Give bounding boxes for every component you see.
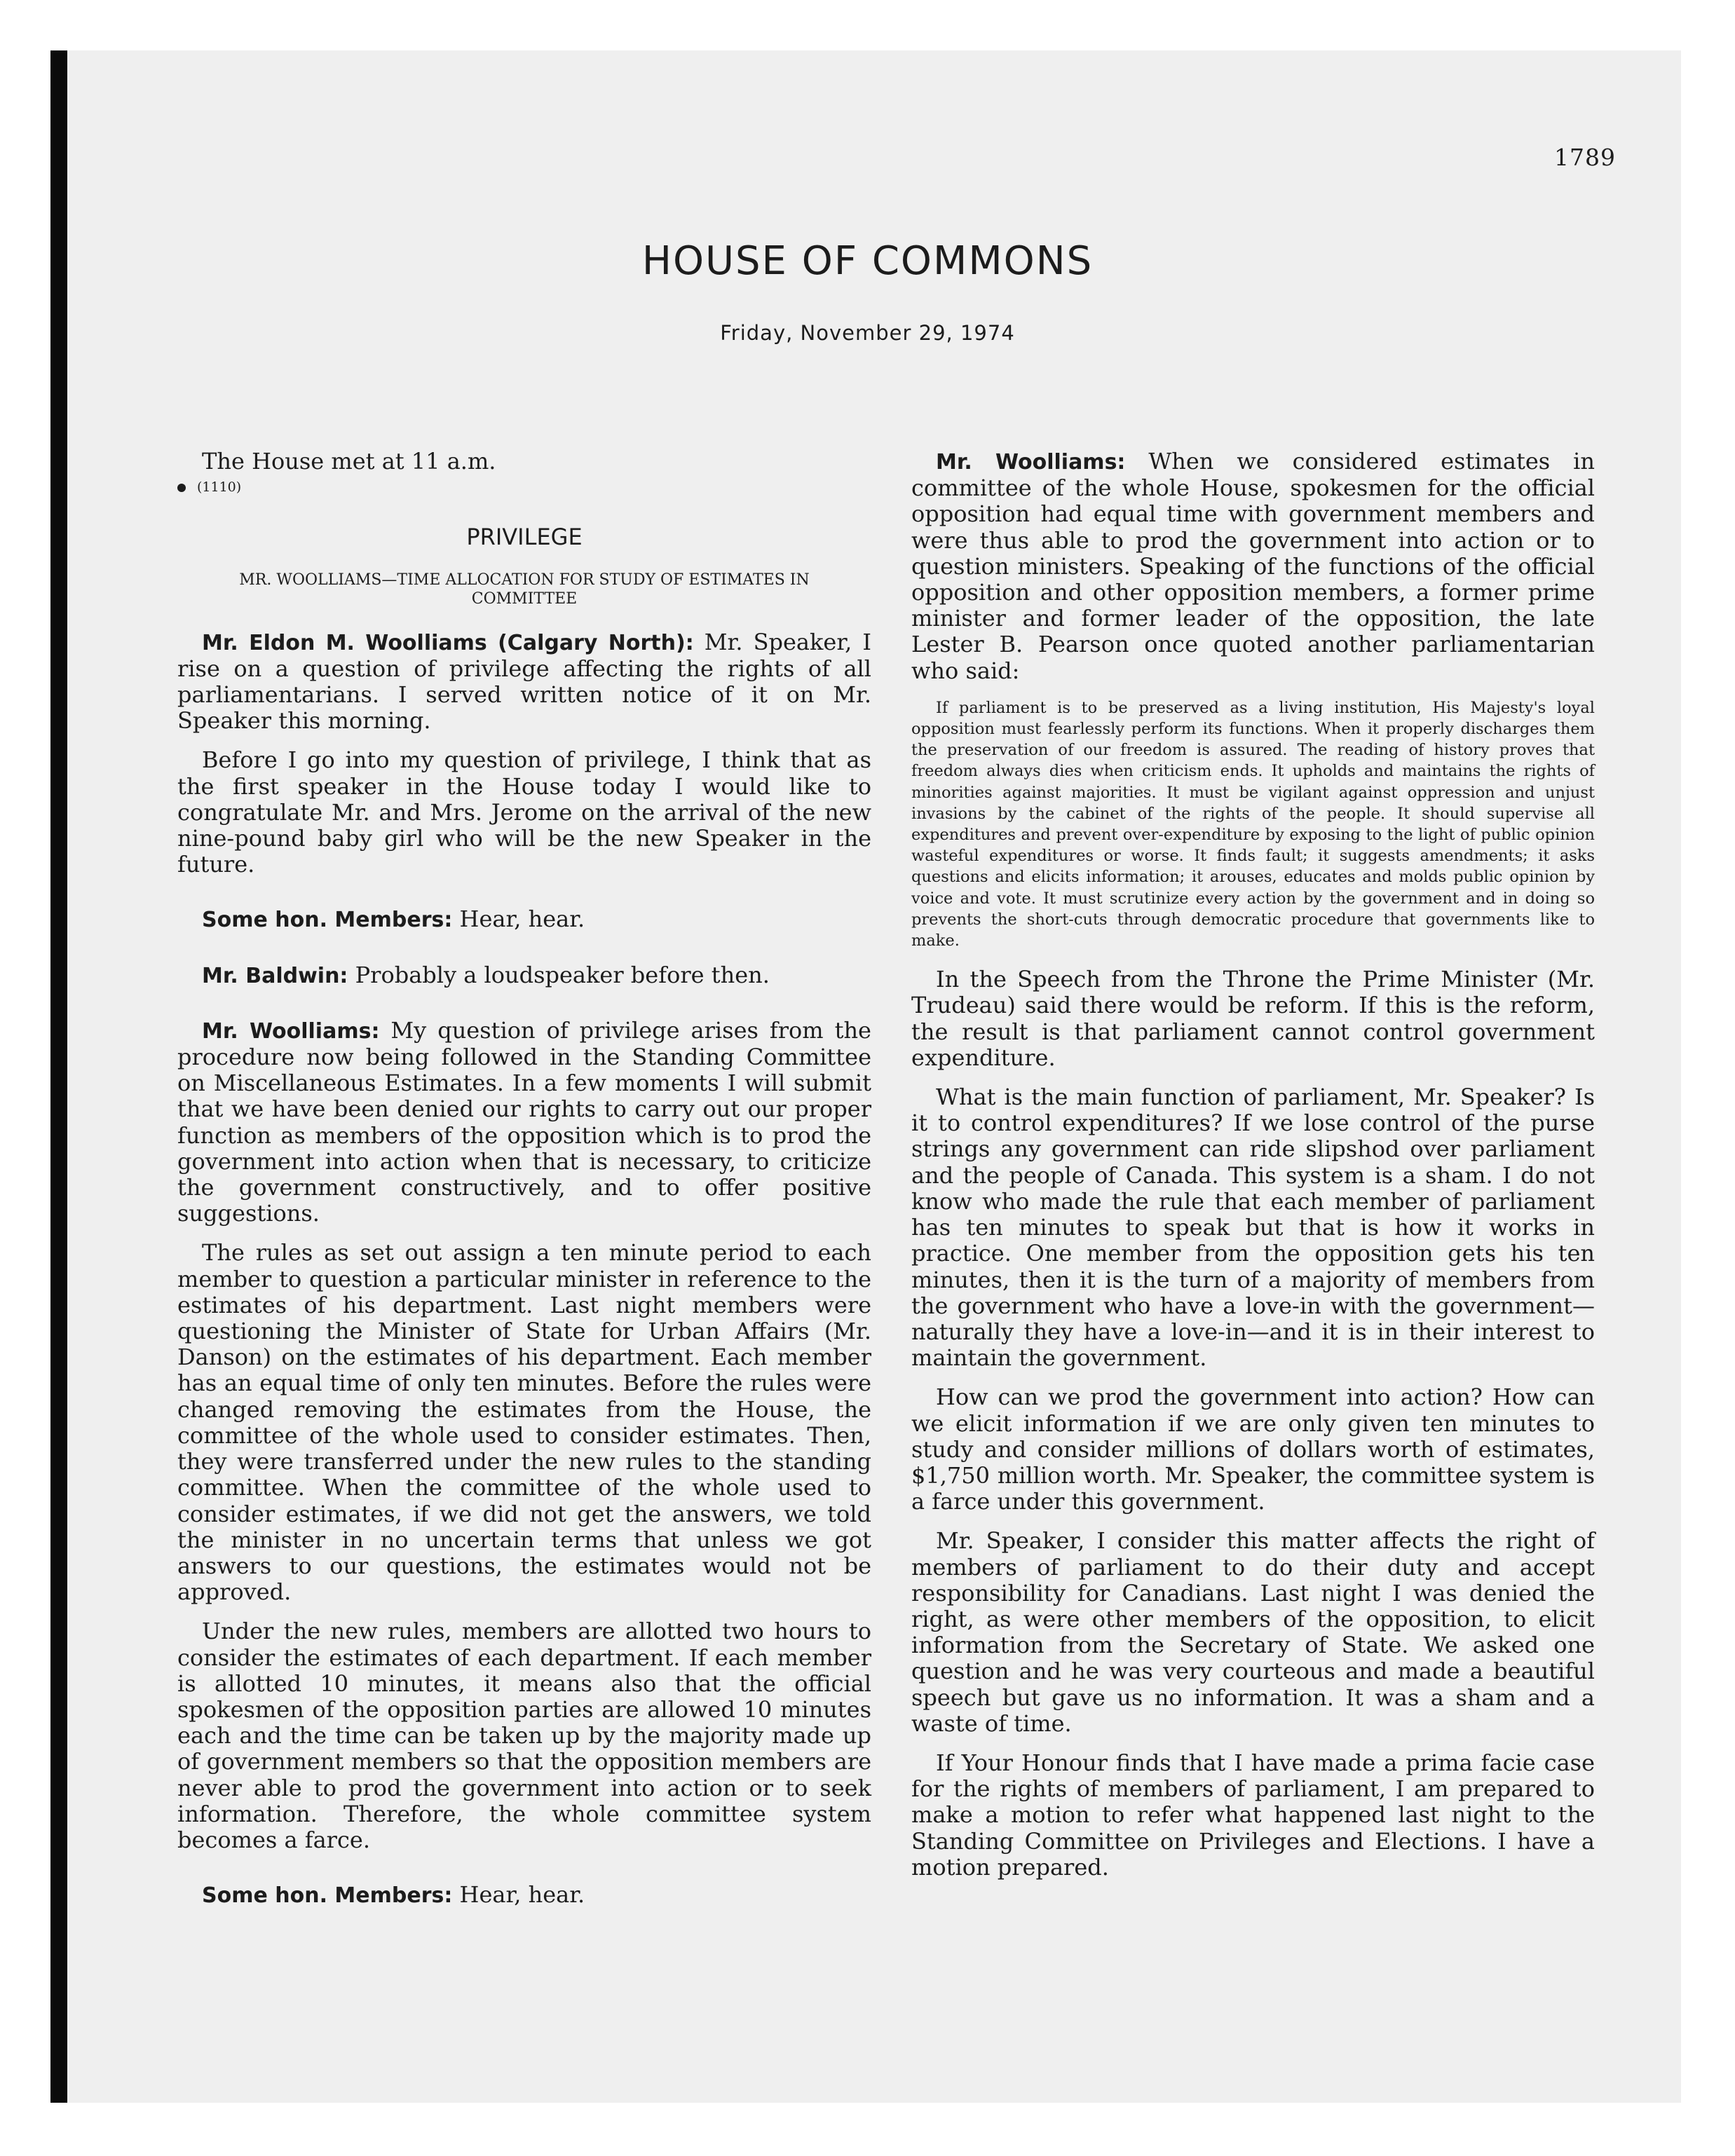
paragraph: How can we prod the government into action? How can we elicit information if we are only given ten minutes to study and consider millions of dollars worth of estimates, $1,750 million worth. Mr. Speaker, the committee system is a farce under this government. (911, 1384, 1595, 1515)
page-title: HOUSE OF COMMONS (641, 238, 1094, 284)
paragraph-text: Hear, hear. (452, 1881, 585, 1909)
paragraph-text: Hear, hear. (452, 906, 585, 933)
time-marker (177, 475, 871, 500)
spacer (177, 891, 871, 906)
paragraph-text: The rules as set out assign a ten minute period to each member to question a particular minister in reference to the estimates of his department. Last night members were questioning the Minister of State for Urban Affairs (Mr. Danson) on the estimates of his department. Each member has an equal time of only ten minutes. Before the rules were changed removing the estimates from the House, the committee of the whole used to consider estimates. Then, they were transferred under the new rules to the standing committee. When the committee of the whole used to consider estimates, if we did not get the answers, we told the minister in no uncertain terms that unless we got answers to our questions, the estimates would not be approved. (177, 1239, 871, 1606)
paragraph (177, 1618, 871, 1853)
spacer (177, 1002, 871, 1018)
page-number: 1789 (1554, 144, 1616, 171)
paragraph (177, 1240, 871, 1605)
bullet-icon (177, 484, 186, 492)
paragraph: If Your Honour finds that I have made a prima facie case for the rights of members of parliament, I am prepared to make a motion to refer what happened last night to the Standing Committee on Privileges and Elections. I have a motion prepared. (911, 1749, 1595, 1881)
paragraph-text: Mr. Speaker, I rise on a question of privilege affecting the rights of all parliamentarians. I served written notice of it on Mr. Speaker this morning. (177, 628, 872, 735)
paragraph-text: Probably a loudspeaker before then. (348, 961, 770, 988)
paragraph: Mr. Speaker, I consider this matter affects the right of members of parliament to do their duty and accept responsibility for Canadians. Last night I was denied the right, as were other members of the opposition, to elicit information from the Secretary of State. We asked one question and he was very courteous and made a beautiful speech but gave us no information. It was a sham and a waste of time. (911, 1527, 1595, 1737)
speaker-name: Mr. Baldwin: (202, 963, 348, 988)
section-subheading: MR. WOOLLIAMS—TIME ALLOCATION FOR STUDY OF ESTIMATES IN COMMITTEE (239, 571, 810, 608)
right-column (911, 449, 1595, 1894)
speaker-name: Some hon. Members: (202, 1883, 453, 1909)
sitting-opening: The House met at 11 a.m. (202, 448, 496, 475)
paragraph (177, 629, 871, 735)
paragraph-text: When we considered estimates in committee of the whole House, spokesmen for the official opposition had equal time with government members and were thus able to prod the government into action or to question ministers. Speaking of the functions of the official opposition and other opposition members, a former prime minister and former leader of the opposition, the late Lester B. Pearson once quoted another parliamentarian who said: (911, 448, 1595, 684)
time-marker-text: (1110) (197, 479, 242, 496)
speaker-name: Mr. Eldon M. Woolliams (Calgary North): (202, 630, 694, 655)
paragraph (177, 962, 871, 989)
paragraph-text: My question of privilege arises from the procedure now being followed in the Standing Committee on Miscellaneous Estimates. In a few moments I will submit that we have been denied our rights to carry out our proper function as members of the opposition which is to prod the government into action when that is necessary, to criticize the government constructively, and to offer positive suggestions. (177, 1016, 871, 1227)
spacer (177, 947, 871, 962)
binding-edge (50, 50, 67, 2103)
left-column (177, 449, 871, 1922)
paragraph (177, 1882, 871, 1909)
sitting-date: Friday, November 29, 1974 (720, 321, 1015, 345)
section-heading: PRIVILEGE (466, 524, 583, 551)
paragraph-text: Before I go into my question of privilege, I think that as the first speaker in the House today I would like to congratulate Mr. and Mrs. Jerome on the arrival of the new nine-pound baby girl who will be the new Speaker in the future. (177, 746, 871, 878)
paragraph: In the Speech from the Throne the Prime Minister (Mr. Trudeau) said there would be reform. If this is the reform, the result is that parliament cannot control government expenditure. (911, 966, 1595, 1071)
speaker-name: Some hon. Members: (202, 908, 453, 933)
paragraph (177, 1018, 871, 1227)
speaker-name: Mr. Woolliams: (202, 1018, 380, 1044)
block-quote: If parliament is to be preserved as a living institution, His Majesty's loyal opposition must fearlessly perform its functions. When it properly discharges them the preservation of our freedom is assured. The reading of history proves that freedom always dies when criticism ends. It upholds and maintains the rights of minorities against majorities. It must be vigilant against oppression and unjust invasions by the cabinet of the rights of the people. It should supervise all expenditures and prevent over-expenditure by exposing to the light of public opinion wasteful expenditures or worse. It finds fault; it suggests amendments; it asks questions and elicits information; it arouses, educates and molds public opinion by voice and vote. It must scrutinize every action by the government and in doing so prevents the short-cuts through democratic procedure that governments like to make. (911, 698, 1595, 950)
speaker-name: Mr. Woolliams: (936, 450, 1126, 475)
paragraph (911, 449, 1595, 684)
paragraph (177, 906, 871, 933)
paragraph: What is the main function of parliament, Mr. Speaker? Is it to control expenditures? If we lose control of the purse strings any government can ride slipshod over parliament and the people of Canada. This system is a sham. I do not know who made the rule that each member of parliament has ten minutes to speak but that is how it works in practice. One member from the opposition gets his ten minutes, then it is the turn of a majority of members from the government who have a love-in with the government—naturally they have a love-in—and it is in their interest to maintain the government. (911, 1084, 1595, 1372)
spacer (177, 1867, 871, 1882)
paragraph-text: Under the new rules, members are allotted two hours to consider the estimates of each department. If each member is allotted 10 minutes, it means also that the official spokesmen of the opposition parties are allowed 10 minutes each and the time can be taken up by the majority made up of government members so that the opposition members are never able to prod the government into action or to seek information. Therefore, the whole committee system becomes a farce. (177, 1618, 871, 1853)
paragraph (177, 747, 871, 878)
